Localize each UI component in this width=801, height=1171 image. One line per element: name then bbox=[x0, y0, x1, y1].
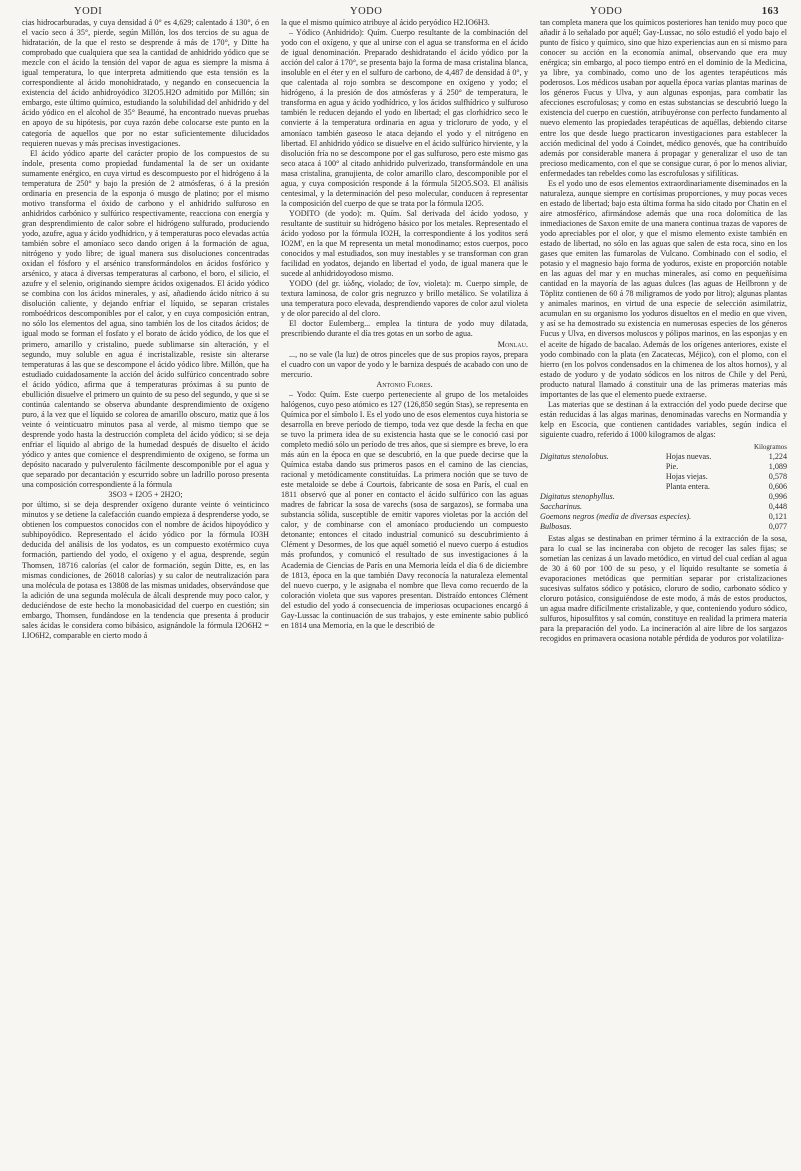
header-right-word: YODO bbox=[590, 6, 623, 17]
header-center-word: YODO bbox=[350, 6, 383, 17]
col1-paragraph-1: cias hidrocarburadas, y cuya densidad á 0° es 4,629; calentado á 130°, ó en el vacío seco á 35°, pierde, según Millón, los dos tercios de su agua de hidratación, de la que el resto se desprende á más de 170°, y Ditte ha comprobado que cualquiera que sea la cantidad de anhidrido yódico que se mezcle con el ácido la tensión del vapor de agua es siempre la misma á igual temperatura, lo que interpreta admitiendo que esta tensión es la correspondiente al ácido monohidratado, y negando en consecuencia la existencia del ácido anhidroyódico 3I2O5.H2O admitido por Millón; sin embargo, este último químico, estudiando la solubilidad del anhidrido y del ácido yódico en el alcohol de 35° Beaumé, ha encontrado nuevas pruebas en apoyo de su hipótesis, por cuya razón debe colocarse este punto en la categoría de aquellos que por no estar suficientemente dilucidados requieren nuevas y más precisas investigaciones. bbox=[22, 18, 269, 148]
col3-paragraph-4: Estas algas se destinaban en primer término á la extracción de la sosa, para lo cual se las incineraba con objeto de recoger las sales fijas; se sometían las cenizas á un lavado metódico, en virtud del cual cedían al agua de 30 á 60 por 100 de su peso, y el líquido resultante se sometía á evaporaciones metódicas que permitían separar por cristalizaciones sucesivas sulfatos sódico y potásico, cloruro de sodio, carbonato sódico y cloruro potásico, consiguiéndose de este modo, á más de estos productos, un agua madre difícilmente cristalizable, y que, conteniendo yoduro sódico, sulfuros, hiposulfitos y sal común, constituye en realidad la primera materia para la preparación del yodo. La incineración al aire libre de los sargazos recogidos en primavera ocasiona notable pérdida de yoduros por volatiliza- bbox=[540, 533, 787, 644]
col1-paragraph-3: por último, si se deja desprender oxígeno durante veinte ó veinticinco minutos y se detiene la calefacción cuando empieza á desprenderse yodo, se obtienen los compuestos conocidos con el nombre de ácidos hipoyódico y subhipoyódico. Representado el ácido yódico por la fórmula IO3H deducida del análisis de los yodatos, es un compuesto exotérmico cuya formación, partiendo del yodo, el oxígeno y el agua, desprende, según Thomsen, 18716 calorías (el calor de formación, según Ditte, es, en las mismas condiciones, de 26018 calorías) y su calor de neutralización para una molécula de potasa es 13808 de las mismas unidades, observándose que la adición de una segunda molécula de álcali desprende muy poco calor, y deduciéndose de este hecho la monobasicidad del cuerpo en cuestión; sin embargo, Thomsen, fundándose en la tendencia que presenta á producir sales ácidas le considera como bibásico, asignándole la fórmula I2O6H2 = I.IO6H2, comparable en cierto modo á bbox=[22, 500, 269, 640]
table-row-value: 1,224 bbox=[768, 451, 787, 461]
table-row-label: Hojas viejas. bbox=[665, 471, 708, 481]
col1-paragraph-2: El ácido yódico aparte del carácter propio de los compuestos de su índole, presenta como propiedad fundamental la de ser un oxidante sumamente enérgico, en cuya virtud es descompuesto por el hidrógeno á la temperatura de 250° y bajo la presión de 2 atmósferas, ó á la presión ordinaria en presencia de la esponja ó musgo de platino; por el mismo motivo transforma el óxido de carbono y el anhidrido sulfuroso en anhidridos carbónico y sulfúrico respectivamente, reacciona con energía y gran desprendimiento de calor sobre el hidrógeno sulfurado, produciendo yodo, azufre, agua y ácido yodhídrico, y á temperaturas poco elevadas actúa también sobre el amoníaco seco dando origen á la formación de agua, nitrógeno y yodo libre; de igual manera sus disoluciones concentradas oxidan el fósforo y el arsénico transformándolos en ácidos fosfórico y arsénico, y ataca á diversas temperaturas al carbono, el boro, el silicio, el azufre y el selenio, originando siempre ácidos oxigenados. El ácido yódico se combina con los ácidos minerales, y así, añadiendo ácido nítrico á su disolución caliente, y dejando enfriar el líquido, se separan cristales romboédricos descomponibles por el calor, y en cuya composición entran, no sólo los elementos del agua, sino también los de los citados ácidos; de igual modo se forman el fosfato y el borato de ácido yódico, de los que el primero, amarillo y cristalino, puede sublimarse sin alteración, y el segundo, muy soluble en agua é incristalizable, resiste sin alterarse temperaturas á las que se descompone el ácido yódico libre. Millón, que ha estudiado cuidadosamente la acción del ácido sulfúrico concentrado sobre el ácido yódico, afirma que á temperaturas próximas á su punto de ebullición disuelve el primero un quinto de su peso del segundo, y que si se continúa calentando se observa abundante desprendimiento de oxígeno puro, á la vez que el líquido se colorea de amarillo obscuro, matiz que á los veinte ó veinticuatro minutos pasa al verde, al mismo tiempo que se desprende yodo hasta la destrucción completa del ácido yódico; si se deja enfriar el líquido al abrigo de la humedad después de disuelto el ácido yódico y antes que comience el desprendimiento de oxígeno, se forma un depósito nacarado y pulverulento fácilmente descomponible por el agua y que separado por decantación y escurrido sobre un ladrillo poroso presenta una composición correspondiente á la fórmula bbox=[22, 148, 269, 490]
col2-quote-2-author: Antonio Flores. bbox=[376, 379, 433, 389]
table-row-label: Hojas nuevas. bbox=[665, 451, 712, 461]
table-row-value: 0,448 bbox=[768, 501, 787, 511]
table-unit-header: Kilogramos bbox=[753, 442, 787, 451]
table-row-label: Bulbosas. bbox=[540, 521, 572, 531]
col2-entry-yodo-quim: – Yodo: Quím. Este cuerpo perteneciente al grupo de los metaloides halógenos, cuyo peso atómico es 127 (126,850 según Stas), se representa en Química por el símbolo I. Es el yodo uno de esos elementos cuya historia se desarrolla en breve período de tiempo, toda vez que desde la fecha en que se tuvo la primera idea de su existencia hasta que se le conoció casi por completo medió sólo un período de tres años, que si siempre es breve, lo era más aún en la época en que se descubrió, en la que puede decirse que la Química estaba dando sus primeros pasos en el camino de las ciencias, racional y metódicamente constituídas. La primera noción que se tuvo de este metaloide se debe á Courtois, fabricante de sosa en París, el cual en 1811 observó que al poner en contacto el ácido sulfúrico con las aguas madres de fabricar la sosa de varechs (sosa de sargazos), se formaba una substancia sólida, susceptible de emitir vapores violetas por la acción del calor, y de combinarse con el amoníaco produciendo un compuesto detonante; entonces el citado industrial comunicó su descubrimiento á Clément y Desormes, de los que aquél sometió el nuevo cuerpo á estudios más profundos, y comunicó el resultado de sus investigaciones á la Academia de Ciencias de París en una Memoria leída el día 6 de diciembre de 1813, época en la que también Davy reconocía la naturaleza elemental del nuevo cuerpo, y le asignaba el nombre que lleva como recuerdo de la coloración violeta que sus vapores presentan. Distraído entonces Clément del estudio del yodo á consecuencia de imperiosas ocupaciones encargó á Gay-Lussac la continuación de sus trabajos, y este eminente sabio publicó en 1814 una Memoria, en la que le describió de bbox=[281, 389, 528, 630]
col1-formula: 3SO3 + I2O5 + 2H2O; bbox=[108, 490, 183, 500]
table-row-label: Goemons negros (media de diversas especies). bbox=[540, 511, 692, 521]
table-row-value: 0,077 bbox=[768, 521, 787, 531]
col2-entry-anhidrido: – Yódico (Anhidrido): Quím. Cuerpo resultante de la combinación del yodo con el oxígeno, y que al unirse con el agua se transforma en el ácido de igual denominación. Preparado deshidratando el ácido yódico por la acción del calor á 170°, se presenta bajo la forma de masa cristalina blanca, insoluble en el éter y en el sulfuro de carbono, de 4,487 de densidad á 0°, y que calentada al rojo sombra se descompone en oxígeno y yodo; el hidrógeno, á la presión de dos atmósferas y á 250° de temperatura, le transforma en agua y ácido yodhídrico, y los ácidos sulfhídrico y sulfuroso también le reducen dejando el yodo en libertad; el gas clorhídrico seco le convierte á la temperatura ordinaria en agua y tricloruro de yodo, y el amoníaco también gaseoso le ataca dejando el yodo y el nitrógeno en libertad. El anhidrido yódico se disuelve en el ácido sulfúrico hirviente, y la disolución fría no se descompone por el gas sulfuroso, pero este mismo gas seco ataca á 100° al citado anhidrido pulverizado, transformándole en una masa cristalina, granujienta, de color amarillo claro, descomponible por el agua, y cuya composición responde á la fórmula 5I2O5.SO3. El análisis centesimal, y la determinación del peso molecular, conducen á representar la composición del cuerpo de que se trata por la fórmula I2O5. bbox=[281, 28, 528, 208]
table-row-label: Saccharinus. bbox=[540, 501, 583, 511]
table-row-label: Digitatus stenophyllus. bbox=[540, 491, 615, 501]
table-row-label: Pie. bbox=[665, 461, 679, 471]
col3-paragraph-2: Es el yodo uno de esos elementos extraordinariamente diseminados en la naturaleza, aunque siempre en cortísimas proporciones, y muy pocas veces en estado de libertad; bajo esta última forma ha sido citado por Chatin en el aire atmosférico, afirmándose además que una roca dolomítica de las inmediaciones de Saxon emite de una manera continua trazas de vapores de yodo apreciables por el olor, y que el mismo elemento existe también en estado de libertad, no sólo en las aguas que salen de esta roca, sino en los gases que emiten las fumarolas de Vulcano. Combinado con el sodio, el potasio y el magnesio bajo forma de yoduros, existe en proporción notable en las aguas del mar y en muchas minerales, así como en pequeñísima cantidad en la mayoría de las aguas dulces (las aguas de Heilbronn y de Töplitz contienen de 60 á 78 miligramos de yodo por litro); algunas plantas y animales marinos, en virtud de una especie de selección asimilatriz, acumulan en su organismo los yoduros disueltos en el medio en que viven, y así se ha demostrado su existencia en numerosas especies de los géneros Fucus y Ulva, en diversos moluscos y pólipos marinos, en las esponjas y en el aceite de hígado de bacalao. Además de los orígenes anteriores, existe el yodo combinado con la plata (en Zacatecas, Méjico), con el plomo, con el hierro (en los polvos condensados en la chimenea de los altos hornos), y al estado de yoduro y de yodato sódicos en los nitros de Chile y del Perú, producto natural llamado á constituir una de las primeras materias más importantes de las que el elemento puede extraerse. bbox=[540, 178, 787, 399]
table-row-value: 1,089 bbox=[768, 461, 787, 471]
table-row-value: 0,606 bbox=[768, 481, 787, 491]
col2-paragraph-1: la que el mismo químico atribuye al ácido peryódico H2.IO6H3. bbox=[281, 18, 490, 27]
algae-iodine-table bbox=[540, 442, 787, 532]
header-left-word: YODI bbox=[74, 6, 103, 17]
col3-paragraph-3: Las materias que se destinan á la extracción del yodo puede decirse que están reducidas á las algas marinas, denominadas varechs en Normandía y kelp en Escocia, que contienen cantidades variables, según indica el siguiente cuadro, referido á 1000 kilogramos de algas: bbox=[540, 399, 787, 439]
col2-entry-yodo: YODO (del gr. ἰώδης, violado; de ἴον, violeta): m. Cuerpo simple, de textura laminosa, de color gris negruzco y brillo metálico. Se volatiliza á una temperatura poco elevada, desprendiendo vapores de color azul violeta y de olor parecido al del cloro. bbox=[281, 279, 528, 319]
page-number: 163 bbox=[761, 6, 779, 17]
col2-quote-2: ..., no se vale (la luz) de otros pinceles que de sus propios rayos, prepara el cuadro con un vapor de yodo y le barniza después de acabado con uno de mercurio. bbox=[281, 349, 528, 379]
col2-entry-yodito: YODITO (de yodo): m. Quím. Sal derivada del ácido yodoso, y resultante de sustituir su hidrógeno básico por los metales. Representado el ácido yodoso por la fórmula IO2H, la correspondiente á los yoditos será IO2M', en la que M representa un metal monodinamo; estos cuerpos, poco conocidos y mal estudiados, son muy inestables y se transforman con gran facilidad en yodatos, dejando en libertad el yodo, de igual manera que le sucede al anhidridoyodoso mismo. bbox=[281, 208, 528, 279]
column-2 bbox=[281, 18, 528, 1166]
col2-quote-1-author: Monlau. bbox=[497, 339, 528, 349]
col3-paragraph-1: tan completa manera que los químicos posteriores han tenido muy poco que añadir á lo señalado por aquél; Gay-Lussac, no sólo estudió el yodo bajo el punto de físico y químico, sino que hizo experiencias aun en sí mismo para conocer su acción en la economía animal, observando que era muy enérgica; sin embargo, al poco tiempo entró en el dominio de la Medicina, ya libre, ya combinado, como uno de los agentes terapéuticos más poderosos. Los médicos usaban por aquella época varias plantas marinas de los géneros Fucus y Ulva, y aun algunas esponjas, para combatir las afecciones escrofulosas; y como en estas substancias se descubrió luego la existencia del cuerpo en cuestión, atribuyéronse con perfecto fundamento al nuevo elemento las propiedades terapéuticas de aquéllas, debiendo citarse entre los que desde luego practicaron investigaciones para establecer la acción medicinal del yodo á Coindet, médico genovés, que ha contribuído además por considerable manera á propagar y generalizar el uso de tan precioso medicamento, con el que se consigue curar, ó por lo menos aliviar, enfermedades tan rebeldes como las escrofulosas y sifilíticas. bbox=[540, 18, 787, 178]
column-1 bbox=[22, 18, 269, 1166]
table-row-value: 0,578 bbox=[768, 471, 787, 481]
table-row-label: Planta entera. bbox=[665, 481, 710, 491]
column-3 bbox=[540, 18, 787, 1166]
table-group-label: Digitatus stenolobus. bbox=[540, 451, 609, 461]
table-row-value: 0,121 bbox=[768, 511, 787, 521]
text-columns bbox=[22, 18, 789, 1166]
table-row-value: 0,996 bbox=[768, 491, 787, 501]
col2-quote-1: El doctor Eulemberg... emplea la tintura de yodo muy dilatada, prescribiendo durante el día tres gotas en un sorbo de agua. bbox=[281, 319, 528, 339]
